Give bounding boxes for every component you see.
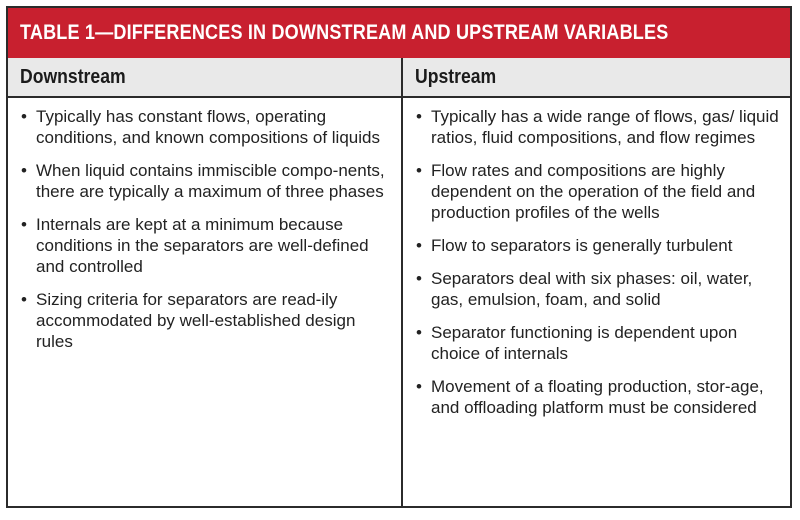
upstream-column: [403, 98, 790, 508]
list-item-text: Flow rates and compositions are highly dependent on the operation of the field and production profiles of the wells: [431, 161, 756, 222]
bullet-icon: •: [416, 377, 422, 396]
bullet-icon: •: [416, 107, 422, 126]
list-item-text: Movement of a floating production, stor-age, and offloading platform must be considered: [431, 377, 764, 417]
bullet-icon: •: [416, 236, 422, 255]
column-header-label: Upstream: [415, 65, 497, 88]
list-item: [415, 106, 780, 148]
list-item-text: Typically has a wide range of flows, gas/ liquid ratios, fluid compositions, and flow regimes: [431, 107, 779, 147]
bullet-icon: •: [416, 161, 422, 180]
list-item-text: Flow to separators is generally turbulent: [431, 236, 733, 255]
list-item-text: Sizing criteria for separators are read-ily accommodated by well-established design rules: [36, 290, 356, 351]
bullet-icon: •: [416, 323, 422, 342]
list-item: [415, 160, 780, 223]
bullet-icon: •: [21, 215, 27, 234]
list-item-text: Typically has constant flows, operating conditions, and known compositions of liquids: [36, 107, 380, 147]
list-item: [20, 214, 391, 277]
list-item-text: Separator functioning is dependent upon choice of internals: [431, 323, 738, 363]
bullet-icon: •: [21, 290, 27, 309]
body-row: [8, 98, 790, 508]
list-item: [415, 235, 780, 256]
bullet-icon: •: [416, 269, 422, 288]
upstream-list: [415, 106, 780, 418]
list-item: [415, 322, 780, 364]
list-item: [20, 106, 391, 148]
column-header-label: Downstream: [20, 65, 126, 88]
list-item: [20, 160, 391, 202]
column-header-downstream: [8, 58, 403, 96]
list-item-text: Internals are kept at a minimum because conditions in the separators are well-defined and controlled: [36, 215, 369, 276]
bullet-icon: •: [21, 107, 27, 126]
table-title: [8, 8, 790, 58]
header-row: [8, 58, 790, 98]
list-item: [415, 376, 780, 418]
bullet-icon: •: [21, 161, 27, 180]
table-title-text: TABLE 1—DIFFERENCES IN DOWNSTREAM AND UPSTREAM VARIABLES: [20, 21, 669, 44]
table-frame: [6, 6, 792, 508]
downstream-column: [8, 98, 403, 508]
list-item-text: When liquid contains immiscible compo-nents, there are typically a maximum of three phases: [36, 161, 385, 201]
downstream-list: [20, 106, 391, 352]
list-item: [20, 289, 391, 352]
list-item-text: Separators deal with six phases: oil, water, gas, emulsion, foam, and solid: [431, 269, 753, 309]
column-header-upstream: [403, 58, 790, 96]
list-item: [415, 268, 780, 310]
